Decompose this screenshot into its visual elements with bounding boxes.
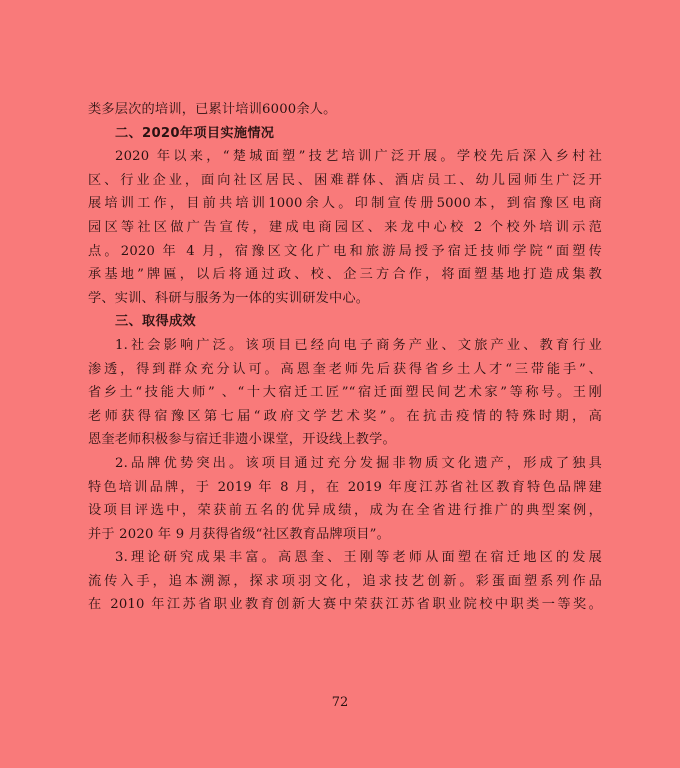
text-line: 恩奎老师积极参与宿迁非遗小课堂，开设线上教学。 xyxy=(88,432,396,448)
section-heading: 二、2020年项目实施情况 xyxy=(115,125,275,141)
text-line: 渗透，得到群众充分认可。高恩奎老师先后获得省乡土人才“三带能手”、 xyxy=(88,361,602,377)
text-line: 特色培训品牌，于 2019 年 8 月，在 2019 年度江苏省社区教育特色品牌建 xyxy=(88,479,602,495)
text-line: 3.理论研究成果丰富。高恩奎、王刚等老师从面塑在宿迁地区的发展 xyxy=(115,550,602,566)
text-line: 园区等社区做广告宣传，建成电商园区、来龙中心校 2 个校外培训示范 xyxy=(88,219,602,235)
text-line: 老师获得宿豫区第七届“政府文学艺术奖”。在抗击疫情的特殊时期，高 xyxy=(88,408,602,424)
text-line: 点。2020 年 4 月，宿豫区文化广电和旅游局授予宿迁技师学院“面塑传 xyxy=(88,243,602,259)
text-line: 类多层次的培训，已累计培训6000余人。 xyxy=(88,102,337,117)
text-line: 展培训工作，目前共培训1000余人。印制宣传册5000本，到宿豫区电商 xyxy=(88,196,602,212)
text-line: 2020 年以来，“楚城面塑”技艺培训广泛开展。学校先后深入乡村社 xyxy=(115,149,602,165)
text-line: 承基地”牌匾，以后将通过政、校、企三方合作，将面塑基地打造成集教 xyxy=(88,267,602,283)
text-line: 2.品牌优势突出。该项目通过充分发掘非物质文化遗产，形成了独具 xyxy=(115,455,602,471)
text-line: 流传入手，追本溯源，探求项羽文化，追求技艺创新。彩蛋面塑系列作品 xyxy=(88,573,602,589)
page-number: 72 xyxy=(331,695,349,710)
text-line: 学、实训、科研与服务为一体的实训研发中心。 xyxy=(88,290,370,306)
text-line: 并于 2020 年 9 月获得省级“社区教育品牌项目”。 xyxy=(88,526,390,542)
text-line: 设项目评选中，荣获前五名的优异成绩，成为在全省进行推广的典型案例， xyxy=(88,503,602,519)
text-line: 1.社会影响广泛。该项目已经向电子商务产业、文旅产业、教育行业 xyxy=(115,337,602,353)
text-line: 省乡土“技能大师” 、“十大宿迁工匠”“宿迁面塑民间艺术家”等称号。王刚 xyxy=(88,385,602,401)
document-body xyxy=(88,98,602,617)
text-line: 在 2010 年江苏省职业教育创新大赛中荣获江苏省职业院校中职类一等奖。 xyxy=(88,597,602,613)
text-line: 区、行业企业，面向社区居民、困难群体、酒店员工、幼儿园师生广泛开 xyxy=(88,172,602,188)
section-heading: 三、取得成效 xyxy=(115,314,196,330)
